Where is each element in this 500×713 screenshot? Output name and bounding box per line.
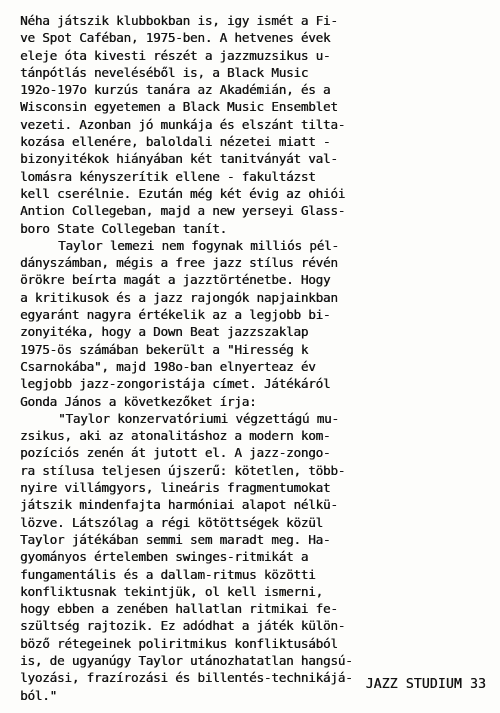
quote-line: is, de ugyanúgy Taylor utánozhatatlan hangsú-	[20, 652, 353, 668]
quote-line: Taylor játékában semmi sem maradt meg. Ha-	[20, 531, 331, 547]
text-line: Antion Collegeban, majd a new yerseyi Glass-	[20, 203, 346, 219]
quote-line: ra stílusa teljesen újszerű: kötetlen, több-	[20, 462, 346, 478]
paragraph-start-line: Taylor lemezi nem fogynak milliós pél-	[58, 237, 339, 253]
text-line: legjobb jazz-zongoristája címet. Játékáról	[20, 376, 331, 392]
quote-line: konfliktusnak tekintjük, ol kell ismerni,	[20, 583, 323, 599]
text-line: eleje óta kivesti részét a jazzmuzsikus u-	[20, 47, 331, 63]
body-text	[20, 12, 496, 704]
quote-line: ból."	[20, 687, 57, 703]
quote-line: fungamentális és a dallam-ritmus közötti	[20, 566, 316, 582]
text-line: 192o-197o kurzús tanára az Akadémián, és a	[20, 82, 331, 98]
text-line: Wisconsin egyetemen a Black Music Ensemblet	[20, 99, 338, 115]
text-line: dányszámban, mégis a free jazz stílus révén	[20, 255, 338, 271]
text-line: kozása ellenére, baloldali nézetei miatt -	[20, 134, 331, 150]
quote-line: gyományos értelemben swinges-ritmikát a	[20, 549, 309, 565]
text-line: boro State Collegeban tanít.	[20, 220, 227, 236]
text-line: ve Spot Caféban, 1975-ben. A hetvenes évek	[20, 30, 331, 46]
text-line: kell cserélnie. Ezután még két évig az ohiói	[20, 185, 346, 201]
text-line: egyaránt nagyra értékelik az a legjobb bi-	[20, 307, 331, 323]
quote-line: játszik mindenfajta harmóniai alapot nélkü-	[20, 497, 338, 513]
text-line: zonyitéka, hogy a Down Beat jazzszaklap	[20, 324, 309, 340]
text-line: 1975-ös számában bekerült a "Hiresség k	[20, 341, 309, 357]
text-line: vezeti. Azonban jó munkája és elszánt tilta-	[20, 116, 346, 132]
quote-line: zsikus, aki az atonalitáshoz a modern kom-	[20, 428, 331, 444]
text-line: tánpótlás neveléséből is, a Black Music	[20, 64, 309, 80]
text-line: lomásra kényszerítik ellene - fakultázst	[20, 168, 316, 184]
quote-line: lözve. Látszólag a régi kötöttségek közül	[20, 514, 323, 530]
text-line: a kritikusok és a jazz rajongók napjainkban	[20, 289, 338, 305]
text-line: örökre beírta magát a jazztörténetbe. Hogy	[20, 272, 331, 288]
quote-start-line: "Taylor konzervatóriumi végzettágú mu-	[58, 410, 339, 426]
quote-line: hogy ebben a zenében hallatlan ritmikai fe-	[20, 601, 338, 617]
quote-line: szültség rajtozik. Ez adódhat a játék külön-	[20, 618, 346, 634]
quote-line: pozíciós zenén át jutott el. A jazz-zongo-	[20, 445, 331, 461]
text-line: bizonyitékok hiányában két tanitványát val-	[20, 151, 338, 167]
text-line: Csarnokába", majd 198o-ban elnyerteaz év	[20, 358, 316, 374]
text-line: Néha játszik klubbokban is, igy ismét a Fi-	[20, 13, 338, 28]
text-line: Gonda János a következőket írja:	[20, 393, 257, 409]
quote-line: lyozási, frazírozási és billentés-technikájá-	[20, 670, 353, 686]
page-footer: JAZZ STUDIUM 33	[365, 677, 486, 692]
quote-line: böző rétegeinek poliritmikus konfliktusából	[20, 635, 338, 651]
quote-line: nyire villámgyors, lineáris fragmentumokat	[20, 480, 331, 496]
